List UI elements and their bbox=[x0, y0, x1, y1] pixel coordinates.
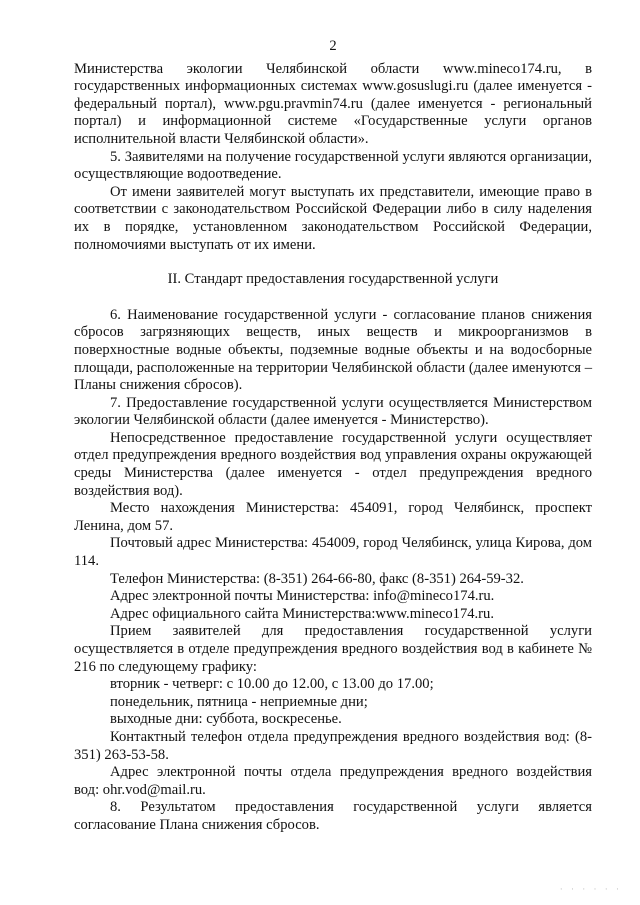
paragraph-contact-phone: Контактный телефон отдела предупреждения вредного воздействия вод: (8-351) 263-53-58. bbox=[74, 728, 592, 763]
paragraph-department: Непосредственное предоставление государственной услуги осуществляет отдел предупреждения вредного воздействия вод управления охраны окружающей среды Министерства (далее именуется - отдел предупреждения вредного воздействия вод). bbox=[74, 429, 592, 499]
schedule-line: понедельник, пятница - неприемные дни; bbox=[110, 693, 368, 710]
paragraph-item-6: 6. Наименование государственной услуги - согласование планов снижения сбросов загрязняющих веществ, иных веществ и микроорганизмов в поверхностные водные объекты, подземные водные объекты и на водосборные площади, расположенные на территории Челябинской области (далее именуются – Планы снижения сбросов). bbox=[74, 306, 592, 394]
paragraph-item-7: 7. Предоставление государственной услуги осуществляется Министерством экологии Челябинской области (далее именуется - Министерство). bbox=[74, 394, 592, 429]
schedule-line: выходные дни: суббота, воскресенье. bbox=[110, 711, 342, 728]
paragraph-representatives: От имени заявителей могут выступать их представители, имеющие право в соответствии с законодательством Российской Федерации либо в силу наделения их в порядке, установленном законодательством Российской Федерации, полномочиями выступать от их имени. bbox=[74, 183, 592, 253]
paragraph-portals: Министерства экологии Челябинской области www.mineco174.ru, в государственных информационных системах www.gosuslugi.ru (далее именуется - федеральный портал), www.pgu.pravmin74.ru (далее именуется - региональный портал) и информационной системе «Государственные услуги органов исполнительной власти Челябинской области». bbox=[74, 60, 592, 147]
paragraph-location: Место нахождения Министерства: 454091, город Челябинск, проспект Ленина, дом 57. bbox=[74, 500, 592, 534]
paragraph-reception: Прием заявителей для предоставления государственной услуги осуществляется в отделе предупреждения вредного воздействия вод в кабинете № 216 по следующему графику: bbox=[74, 623, 592, 675]
paragraph-website: Адрес официального сайта Министерства:www.mineco174.ru. bbox=[110, 605, 494, 622]
paragraph-contact-email: Адрес электронной почты отдела предупреждения вредного воздействия вод: ohr.vod@mail.ru. bbox=[74, 764, 592, 798]
paragraph-email: Адрес электронной почты Министерства: info@mineco174.ru. bbox=[110, 588, 495, 605]
paragraph-phone: Телефон Министерства: (8-351) 264-66-80, факс (8-351) 264-59-32. bbox=[110, 570, 524, 587]
scan-artifact: · · · · · · bbox=[559, 884, 622, 895]
page-number: 2 bbox=[329, 38, 337, 54]
schedule-line: вторник - четверг: с 10.00 до 12.00, с 13.00 до 17.00; bbox=[110, 676, 434, 693]
paragraph-item-8: 8. Результатом предоставления государственной услуги является согласование Плана снижения сбросов. bbox=[74, 799, 592, 833]
section-heading: II. Стандарт предоставления государственной услуги bbox=[167, 271, 499, 288]
paragraph-item-5: 5. Заявителями на получение государственной услуги являются организации, осуществляющие водоотведение. bbox=[74, 148, 592, 183]
paragraph-postal-address: Почтовый адрес Министерства: 454009, город Челябинск, улица Кирова, дом 114. bbox=[74, 535, 592, 570]
